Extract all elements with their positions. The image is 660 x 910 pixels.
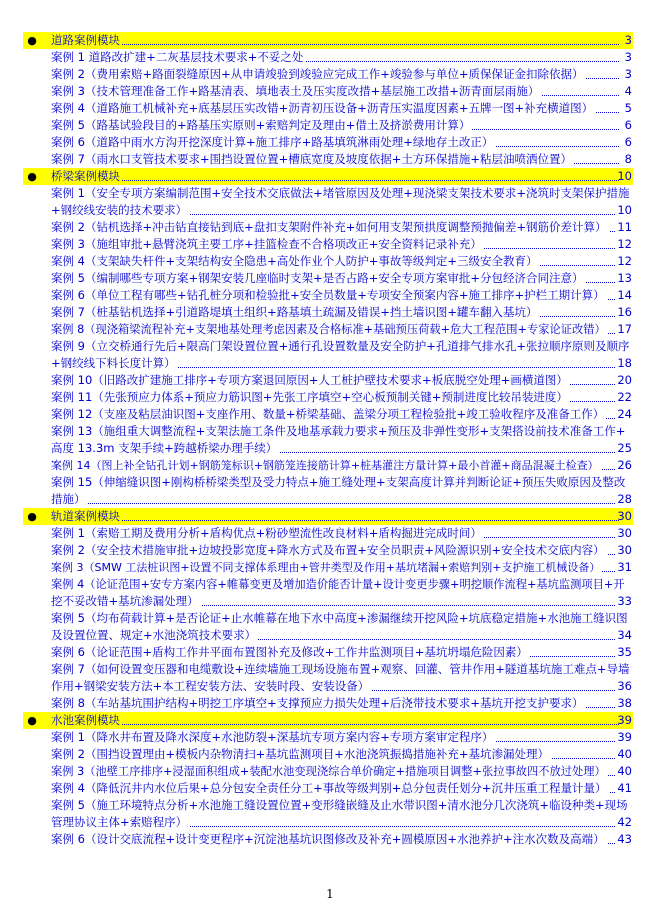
toc-entry-text: 案例 4（论证范围+安专方案内容+帷幕变更及增加造价能否计量+设计变更步骤+明挖顺作流程+基坑监测项目+开 (51, 578, 625, 591)
toc-entry[interactable] (51, 134, 633, 151)
toc-entry-text: 案例 3（池壁工序排序+浸湿面积组成+装配水池变现浇综合单价确定+措施项目调整+张拉事故四不放过处理） (51, 765, 606, 778)
toc-entry-text: 案例 6（设计交底流程+设计变更程序+沉淀池基坑识图修改及补充+圆模原因+水池养护+注水次数及高端） (51, 832, 605, 846)
toc-entry-page-number: 24 (617, 407, 632, 421)
toc-entry[interactable] (51, 49, 633, 66)
toc-entry-text: 案例 3（SMW 工法桩识图+设置不同支撑体系理由+管井类型及作用+基坑堵漏+索赔判别+支护施工机械设备） (51, 561, 601, 574)
toc-entry-page-number: 12 (617, 254, 632, 268)
toc-entry-text: 案例 1（索赔工期及费用分析+盾构优点+粉砂塑流性改良材料+盾构掘进完成时间） (51, 526, 482, 540)
toc-entry-page-number: 40 (617, 747, 632, 761)
toc-entry[interactable] (51, 236, 633, 253)
toc-entry-text: 案例 7（桩基钻机选择+引道路堤填土组织+路基填土疏漏及错误+挡土墙识图+罐车翻入基坑） (51, 305, 538, 319)
toc-entry[interactable] (51, 151, 633, 168)
section-header[interactable] (23, 32, 633, 49)
dot-leader (51, 724, 619, 725)
section-title: 桥梁案例模块 (51, 169, 120, 183)
toc-entry[interactable] (51, 474, 633, 508)
toc-entry-page-number: 13 (617, 271, 632, 285)
toc-entry-page-number: 8 (624, 152, 632, 166)
toc-entry-page-number: 33 (617, 594, 632, 608)
toc-entry-text: 案例 13（施组重大调整流程+支架法施工条件及地基承载力要求+预压及非弹性变形+支架搭设前技术准备工作+ (51, 424, 626, 438)
toc-entry-page-number: 3 (624, 50, 632, 64)
toc-entry-page-number: 14 (617, 288, 632, 302)
bullet-icon: ● (27, 34, 37, 47)
toc-entry[interactable] (51, 406, 633, 423)
toc-entry-page-number: 16 (617, 305, 632, 319)
section-header[interactable] (23, 508, 633, 525)
toc-entry[interactable] (51, 559, 633, 576)
toc-entry-text: 案例 6（道路中雨水方沟开挖深度计算+施工排序+路基填筑淋雨处理+绿地存土改正） (51, 135, 494, 149)
toc-entry-page-number: 6 (624, 135, 632, 149)
dot-leader (51, 503, 619, 504)
toc-entry-text: 案例 5（施工环境特点分析+水池施工缝设置位置+变形缝嵌缝及止水带识图+清水池分几次浇筑+临设种类+现场 (51, 798, 628, 812)
toc-entry-text: 案例 1（降水井布置及降水深度+水池防裂+深基坑专项方案内容+专项方案审定程序） (51, 730, 494, 744)
toc-entry-text: 及设置位置、规定+水池浇筑技术要求） (51, 628, 257, 642)
toc-entry-text: 案例 2（围挡设置理由+模板内杂物清扫+基坑监测项目+水池浇筑振捣措施补充+基坑渗漏处理） (51, 747, 550, 761)
toc-entry-text: 案例 9（立交桥通行先后+限高门架设置位置+通行孔设置数量及安全防护+孔道排气排水孔+张拉顺序原则及顺序 (51, 339, 630, 353)
toc-entry-text: 案例 5（路基试验段目的+路基压实原则+索赔判定及理由+借土及挤淤费用计算） (51, 118, 471, 132)
section-header[interactable] (23, 712, 633, 729)
toc-entry[interactable] (51, 83, 633, 100)
page-number: 1 (326, 887, 334, 901)
toc-entry-text: 案例 15（伸缩缝识图+刚构桥桥梁类型及受力特点+施工缝处理+支架高度计算并判断论证+预压失败原因及整改 (51, 475, 626, 489)
toc-entry-text: +钢绞线下料长度计算） (51, 356, 176, 370)
toc-entry-text: 案例 1（安全专项方案编制范围+安全技术交底做法+堵管原因及处理+现浇梁支架技术要求+浇筑时支架保护措施 (51, 186, 630, 200)
toc-entry[interactable] (51, 644, 633, 661)
toc-entry[interactable] (51, 304, 633, 321)
toc-entry[interactable] (51, 321, 633, 338)
toc-entry-page-number: 42 (617, 815, 632, 829)
section-title: 道路案例模块 (51, 33, 120, 47)
toc-entry[interactable] (51, 610, 633, 644)
toc-entry-page-number: 41 (617, 781, 632, 795)
toc-entry-text: 案例 7（雨水口支管技术要求+围挡设置位置+槽底宽度及坡度依据+土方环保措施+粘层油喷洒位置） (51, 152, 573, 166)
toc-entry-page-number: 34 (617, 628, 632, 642)
toc-entry-page-number: 25 (617, 441, 632, 455)
section-page-number: 39 (617, 713, 632, 727)
toc-entry-text: 案例 4（降低沉井内水位后果+总分包安全责任分工+事故等级判别+总分包责任划分+沉井压重工程量计量） (51, 781, 607, 795)
toc-entry-text: 案例 8（现浇箱梁流程补充+支架地基处理考虑因素及合格标准+基础预压荷载+危大工程范围+专家论证改错） (51, 323, 606, 336)
toc-entry[interactable] (51, 66, 633, 83)
toc-entry[interactable] (51, 185, 633, 219)
toc-entry-text: 作用+钢梁安装方法+本工程安装方法、安装时段、安装设备） (51, 679, 370, 693)
toc-entry[interactable] (51, 797, 633, 831)
dot-leader (51, 44, 619, 45)
toc-entry-page-number: 4 (624, 84, 632, 98)
toc-entry[interactable] (51, 219, 633, 236)
toc-entry-text: 措施） (51, 492, 86, 506)
toc-entry[interactable] (51, 372, 633, 389)
toc-entry-text: 案例 5（编制哪些专项方案+钢架安装几座临时支架+是否占路+安全专项方案审批+分包经济合同注意） (51, 271, 584, 285)
toc-entry-page-number: 20 (617, 373, 632, 387)
toc-entry-page-number: 30 (617, 526, 632, 540)
toc-entry-text: 挖不妥改错+基坑渗漏处理） (51, 594, 199, 608)
toc-entry-page-number: 36 (617, 679, 632, 693)
toc-entry-text: 案例 3（技术管理准备工作+路基清表、填地表土及压实度改措+基层施工改措+沥青面层雨施） (51, 84, 540, 98)
toc-entry-page-number: 10 (617, 203, 632, 217)
toc-entry-text: +钢绞线安装的技术要求） (51, 203, 188, 217)
toc-entry-text: 案例 1 道路改扩建+二灰基层技术要求+不妥之处 (51, 50, 304, 64)
bullet-icon: ● (27, 510, 37, 523)
bullet-icon: ● (27, 714, 37, 727)
toc-entry-text: 案例 3（施组审批+悬臂浇筑主要工序+挂篮检查不合格项改正+安全资料记录补充） (51, 237, 482, 251)
toc-entry[interactable] (51, 253, 633, 270)
toc-entry-page-number: 6 (624, 118, 632, 132)
section-page-number: 3 (624, 33, 632, 47)
toc-entry[interactable] (51, 780, 633, 797)
toc-entry-page-number: 43 (617, 832, 632, 846)
dot-leader (51, 180, 619, 181)
toc-entry[interactable] (51, 576, 633, 610)
section-page-number: 30 (617, 509, 632, 523)
toc-entry[interactable] (51, 729, 633, 746)
toc-entry-text: 案例 10（旧路改扩建施工排序+专项方案退回原因+人工桩护壁技术要求+板底脱空处理+画横道图） (51, 373, 568, 387)
toc-entry-text: 案例 4（支架缺失杆件+支架结构安全隐患+高处作业个人防护+事故等级判定+三级安全教育） (51, 254, 538, 268)
table-of-contents (23, 32, 633, 848)
toc-entry-page-number: 28 (617, 492, 632, 506)
toc-entry-text: 高度 13.3m 支架手续+跨越桥梁办理手续） (51, 441, 278, 455)
toc-entry-text: 案例 2（安全技术措施审批+边坡投影宽度+降水方式及布置+安全员职责+风险源识别+安全技术交底内容） (51, 543, 605, 557)
toc-entry-page-number: 40 (617, 764, 632, 778)
toc-entry-text: 案例 11（先张预应力体系+预应力筋识图+先张工序填空+空心板预制关键+预制进度比较吊装进度） (51, 390, 568, 404)
toc-entry[interactable] (51, 389, 633, 406)
toc-entry-text: 案例 14（图上补全钻孔计划+钢筋笼标识+钢筋笼连接筋计算+桩基灌注方量计算+最小首灌+商品混凝土检查） (51, 459, 599, 472)
toc-entry-text: 案例 4（道路施工机械补充+底基层压实改错+沥青初压设备+沥青压实温度因素+五牌一图+补充横道图） (51, 101, 594, 115)
toc-entry[interactable] (51, 763, 633, 780)
toc-entry-text: 案例 12（支座及粘层油识图+支座作用、数量+桥梁基础、盖梁分项工程检验批+竣工验收程序及准备工作） (51, 407, 605, 421)
toc-entry-page-number: 11 (617, 220, 632, 234)
toc-entry-page-number: 3 (624, 67, 632, 81)
toc-entry-text: 案例 6（单位工程有哪些+钻孔桩分项和检验批+安全员数量+专项安全预案内容+施工排序+护栏工期计算） (51, 288, 605, 302)
toc-entry-page-number: 12 (617, 237, 632, 251)
toc-entry-text: 案例 7（如何设置变压器和电缆敷设+连续墙施工现场设施布置+观察、回灌、管井作用+隧道基坑施工难点+导墙 (51, 662, 630, 676)
section-title: 轨道案例模块 (51, 509, 120, 523)
toc-entry-page-number: 30 (617, 543, 632, 557)
toc-entry[interactable] (51, 695, 633, 712)
toc-entry[interactable] (51, 661, 633, 695)
toc-entry-text: 案例 5（均布荷载计算+是否论证+止水帷幕在地下水中高度+渗漏继续开挖风险+坑底稳定措施+水池施工缝识图 (51, 611, 628, 625)
toc-entry[interactable] (51, 338, 633, 372)
toc-entry[interactable] (51, 423, 633, 457)
toc-entry[interactable] (51, 525, 633, 542)
toc-entry[interactable] (51, 831, 633, 848)
toc-entry[interactable] (51, 287, 633, 304)
toc-entry[interactable] (51, 270, 633, 287)
dot-leader (51, 520, 619, 521)
toc-entry-page-number: 22 (617, 390, 632, 404)
toc-entry[interactable] (51, 117, 633, 134)
toc-entry[interactable] (51, 100, 633, 117)
toc-entry[interactable] (51, 457, 633, 474)
section-page-number: 10 (617, 169, 632, 183)
toc-entry-text: 案例 2（钻机选择+冲击钻直接钻到底+盘扣支架附件补充+如何用支架预拱度调整预抛偏差+钢筋价差计算） (51, 220, 607, 234)
bullet-icon: ● (27, 170, 37, 183)
toc-entry-page-number: 18 (617, 356, 632, 370)
toc-entry[interactable] (51, 542, 633, 559)
toc-entry-page-number: 39 (617, 730, 632, 744)
section-header[interactable] (23, 168, 633, 185)
toc-entry-text: 案例 6（论证范围+盾构工作井平面布置图补充及修改+工作井监测项目+基坑坍塌危险因素） (51, 645, 528, 659)
toc-entry-page-number: 17 (617, 322, 632, 336)
toc-entry-page-number: 38 (617, 696, 632, 710)
section-title: 水池案例模块 (51, 713, 120, 727)
toc-entry-text: 案例 2（费用索赔+路面裂缝原因+从申请竣验到竣验应完成工作+竣验参与单位+质保保证金扣除依据） (51, 67, 584, 81)
toc-entry-page-number: 35 (617, 645, 632, 659)
toc-entry-text: 案例 8（车站基坑围护结构+明挖工序填空+支撑预应力损失处理+后浇带技术要求+基坑开挖支护要求） (51, 696, 584, 710)
toc-entry-text: 管理协议主体+索赔程序） (51, 815, 188, 829)
toc-entry[interactable] (51, 746, 633, 763)
toc-entry-page-number: 5 (624, 101, 632, 115)
toc-entry-page-number: 31 (617, 560, 632, 574)
toc-entry-page-number: 26 (617, 458, 632, 472)
